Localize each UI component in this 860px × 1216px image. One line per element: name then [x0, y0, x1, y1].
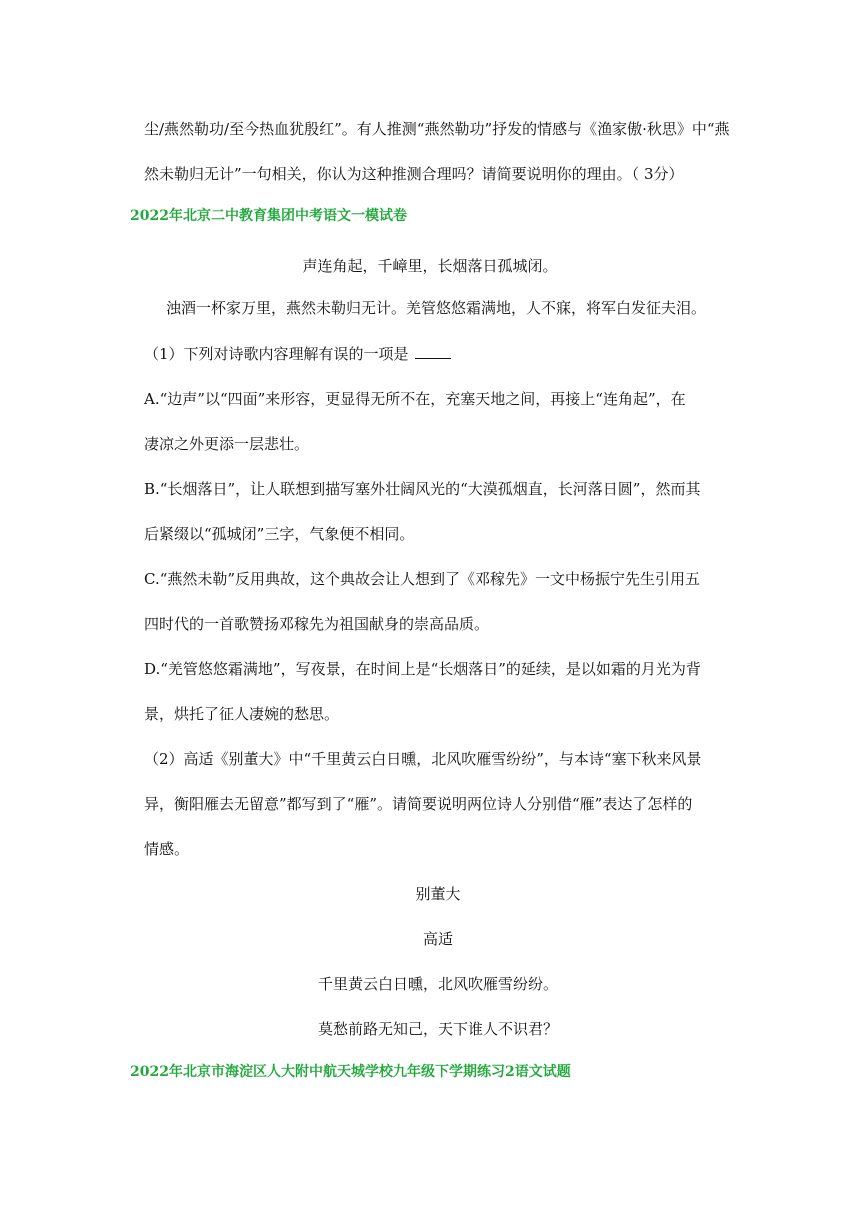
- option-d-line-2: 景，烘托了征人凄婉的愁思。: [144, 705, 340, 723]
- option-a-line-1: A.“边声”以“四面”来形容，更显得无所不在，充塞天地之间，再接上“连角起”，在: [144, 390, 686, 408]
- question2-line-2: 异，衡阳雁去无留意”都写到了“雁”。请简要说明两位诗人分别借“雁”表达了怎样的: [144, 795, 693, 813]
- option-c-line-1: C.“燕然未勒”反用典故，这个典故会让人想到了《邓稼先》一文中杨振宁先生引用五: [144, 570, 701, 588]
- section-heading-2: 2022年北京市海淀区人大附中航天城学校九年级下学期练习2语文试题: [130, 1064, 571, 1080]
- option-b-line-2: 后紧缀以“孤城闭”三字，气象便不相同。: [144, 525, 415, 543]
- question2-line-1: （2）高适《别董大》中“千里黄云白日曛，北风吹雁雪纷纷”，与本诗“塞下秋来风景: [144, 750, 702, 768]
- answer-blank: [415, 344, 451, 359]
- poem1-line-1: 声连角起，千嶂里，长烟落日孤城闭。: [302, 257, 558, 275]
- option-a-line-2: 凄凉之外更添一层悲壮。: [144, 435, 310, 453]
- poem2-author: 高适: [422, 930, 453, 948]
- question1-stem-text: （1）下列对诗歌内容理解有误的一项是: [144, 345, 409, 363]
- question1-stem: [144, 344, 451, 364]
- section-heading-1: 2022年北京二中教育集团中考语文一模试卷: [130, 208, 407, 224]
- option-c-line-2: 四时代的一首歌赞扬邓稼先为祖国献身的崇高品质。: [144, 615, 490, 633]
- poem2-line-1: 千里黄云白日曛，北风吹雁雪纷纷。: [317, 975, 558, 993]
- poem1-line-2: 浊酒一杯家万里，燕然未勒归无计。羌管悠悠霜满地，人不寐，将军白发征夫泪。: [166, 299, 707, 317]
- option-b-line-1: B.“长烟落日”，让人联想到描写塞外壮阔风光的“大漠孤烟直，长河落日圆”，然而其: [144, 480, 701, 498]
- paragraph-line-2: 然未勒归无计”一句相关，你认为这种推测合理吗？请简要说明你的理由。（ 3分）: [144, 165, 684, 183]
- paragraph-line-1: 尘/燕然勒功/至今热血犹殷红”。有人推测“燕然勒功”抒发的情感与《渔家傲·秋思》中“燕: [144, 120, 730, 138]
- option-d-line-1: D.“羌管悠悠霜满地”，写夜景，在时间上是“长烟落日”的延续，是以如霜的月光为背: [144, 660, 701, 678]
- poem2-line-2: 莫愁前路无知己，天下谁人不识君？: [317, 1020, 558, 1038]
- poem2-title: 别董大: [415, 885, 461, 903]
- question2-line-3: 情感。: [144, 840, 190, 858]
